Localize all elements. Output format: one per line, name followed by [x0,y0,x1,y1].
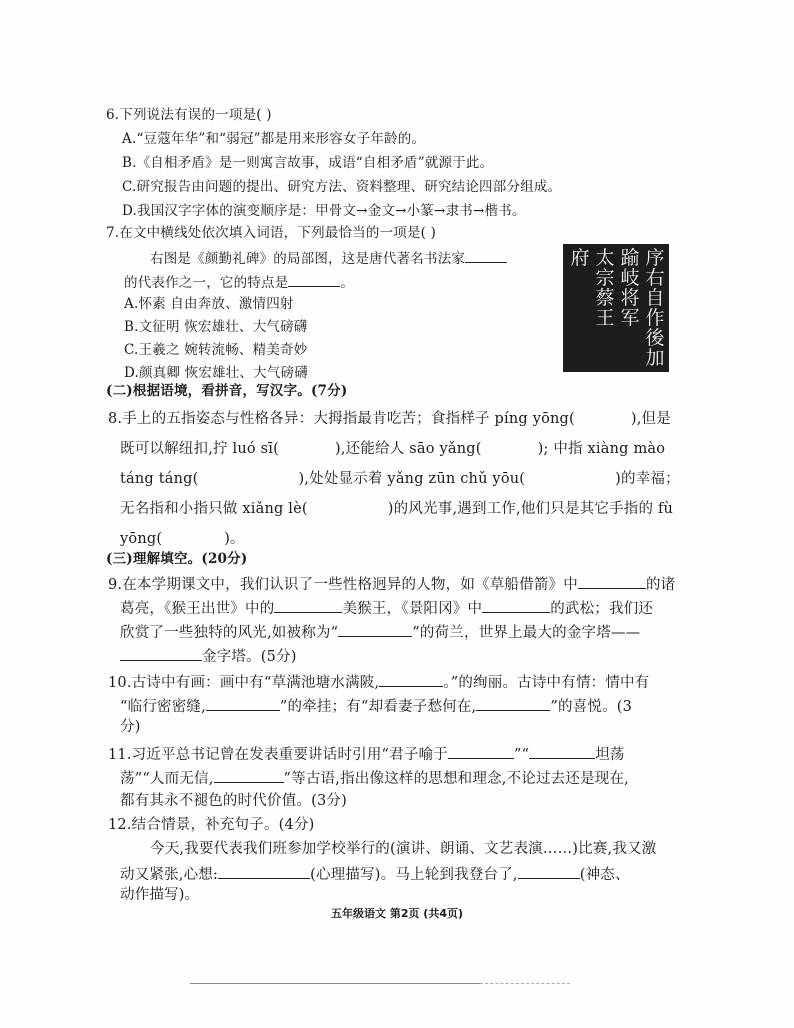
q12-blank-2[interactable] [518,864,580,879]
calligraphy-glyph: 自 [645,287,665,309]
q8-line1: 8.手上的五指姿态与性格各异：大拇指最肯吃苦；食指样子 píng yōng( ),但是 [108,411,671,427]
q7-option-b: B.文征明 恢宏雄壮、大气磅礴 [124,319,308,335]
calligraphy-column-3 [593,248,617,328]
q10-line3: 分) [120,719,141,735]
calligraphy-glyph: 军 [620,307,640,329]
q7-blank-1[interactable] [465,248,507,263]
q8-line4: 无名指和小指只做 xiǎng lè( )的风光事,遇到工作,他们只是其它手指的 fù [120,501,674,517]
q12-line2: 动又紧张,心想: (心理描写)。马上轮到我登台了, (神态、 [120,864,630,884]
q8-line3: táng táng( ),处处显示着 yǎng zūn chǔ yōu( )的幸福； [120,471,680,487]
calligraphy-glyph: 踰 [620,247,640,269]
calligraphy-glyph: 太 [595,247,615,269]
q12-blank-1[interactable] [218,864,310,879]
calligraphy-rubbing-image [563,244,669,372]
q6-stem: 6.下列说法有误的一项是( ) [106,107,272,123]
section-2-heading: (二)根据语境，看拼音，写汉字。(7分) [106,383,348,399]
calligraphy-glyph: 蔡 [595,287,615,309]
bottom-rule-dashed [480,983,570,984]
q12-line1: 今天,我要代表我们班参加学校举行的(演讲、朗诵、文艺表演……)比赛,我又激 [150,841,657,857]
q12-stem: 12.结合情景，补充句子。(4分) [108,817,315,833]
q7-stem: 7.在文中横线处依次填入词语，下列最恰当的一项是( ) [106,225,437,241]
calligraphy-column-1 [643,248,667,368]
q9-blank-1[interactable] [578,574,646,589]
q6-option-b: B.《自相矛盾》是一则寓言故事，成语“自相矛盾”就源于此。 [122,155,494,171]
calligraphy-glyph: 序 [645,247,665,269]
q7-option-a: A.怀素 自由奔放、激情四射 [124,296,294,312]
q7-option-c: C.王羲之 婉转流畅、精美奇妙 [124,342,308,358]
calligraphy-column-4 [568,248,592,268]
calligraphy-glyph: 加 [645,347,665,369]
q7-passage-line1: 右图是《颜勤礼碑》的局部图，这是唐代著名书法家 [150,248,507,268]
q7-blank-2[interactable] [288,272,340,287]
q10-blank-2[interactable] [206,696,280,711]
q9-blank-4[interactable] [338,622,412,637]
q9-line4: 金字塔。(5分) [120,646,297,666]
q6-option-d: D.我国汉字字体的演变顺序是：甲骨文→金文→小篆→隶书→楷书。 [122,203,526,219]
q12-line3: 动作描写)。 [120,887,200,903]
q9-line3: 欣赏了一些独特的风光,如被称为“ ”的荷兰，世界上最大的金字塔—— [120,622,640,642]
q6-option-a: A.“豆蔻年华”和“弱冠”都是用来形容女子年龄的。 [122,131,426,147]
section-3-heading: (三)理解填空。(20分) [106,551,248,567]
q10-line1: 10.古诗中有画：画中有“草满池塘水满陂, 。”的绚丽。古诗中有情：情中有 [108,672,649,692]
q11-blank-3[interactable] [214,768,284,783]
calligraphy-glyph: 王 [595,307,615,329]
q8-line2: 既可以解纽扣,拧 luó sī( ),还能给人 sāo yǎng( ); 中指 xiàng mào [120,441,666,457]
calligraphy-glyph: 府 [570,247,590,269]
q9-blank-2[interactable] [274,598,342,613]
q10-blank-3[interactable] [476,696,550,711]
q7-option-d: D.颜真卿 恢宏雄壮、大气磅礴 [124,365,308,381]
q11-blank-1[interactable] [448,744,514,759]
calligraphy-glyph: 後 [645,327,665,349]
page-footer: 五年级语文 第2页 (共4页) [330,907,464,920]
q10-line2: “临行密密缝, ”的牵挂；有“却看妻子愁何在, ”的喜悦。(3 [120,696,632,716]
q7-passage-line2: 的代表作之一，它的特点是 。 [124,272,354,292]
calligraphy-glyph: 右 [645,267,665,289]
calligraphy-glyph: 作 [645,307,665,329]
calligraphy-column-2 [618,248,642,328]
q11-line2: 荡”“人而无信, ”等古语,指出像这样的思想和理念,不论过去还是现在, [120,768,629,788]
calligraphy-glyph: 将 [620,287,640,309]
calligraphy-glyph: 岐 [620,267,640,289]
q9-blank-5[interactable] [120,646,202,661]
calligraphy-glyph: 宗 [595,267,615,289]
q9-blank-3[interactable] [482,598,550,613]
q10-blank-1[interactable] [379,672,443,687]
q11-line1: 11.习近平总书记曾在发表重要讲话时引用“君子喻于 ”“ 坦荡 [108,744,625,764]
bottom-rule [190,983,480,984]
q6-option-c: C.研究报告由问题的提出、研究方法、资料整理、研究结论四部分组成。 [122,179,562,195]
q11-blank-2[interactable] [529,744,595,759]
q11-line3: 都有其永不褪色的时代价值。(3分) [120,793,347,809]
q8-line5: yōng( )。 [120,531,245,547]
q9-line1: 9.在本学期课文中，我们认识了一些性格迥异的人物，如《草船借箭》中 的诸 [108,574,675,594]
q9-line2: 葛亮，《猴王出世》中的 美猴王，《景阳冈》中 的武松；我们还 [120,598,653,618]
